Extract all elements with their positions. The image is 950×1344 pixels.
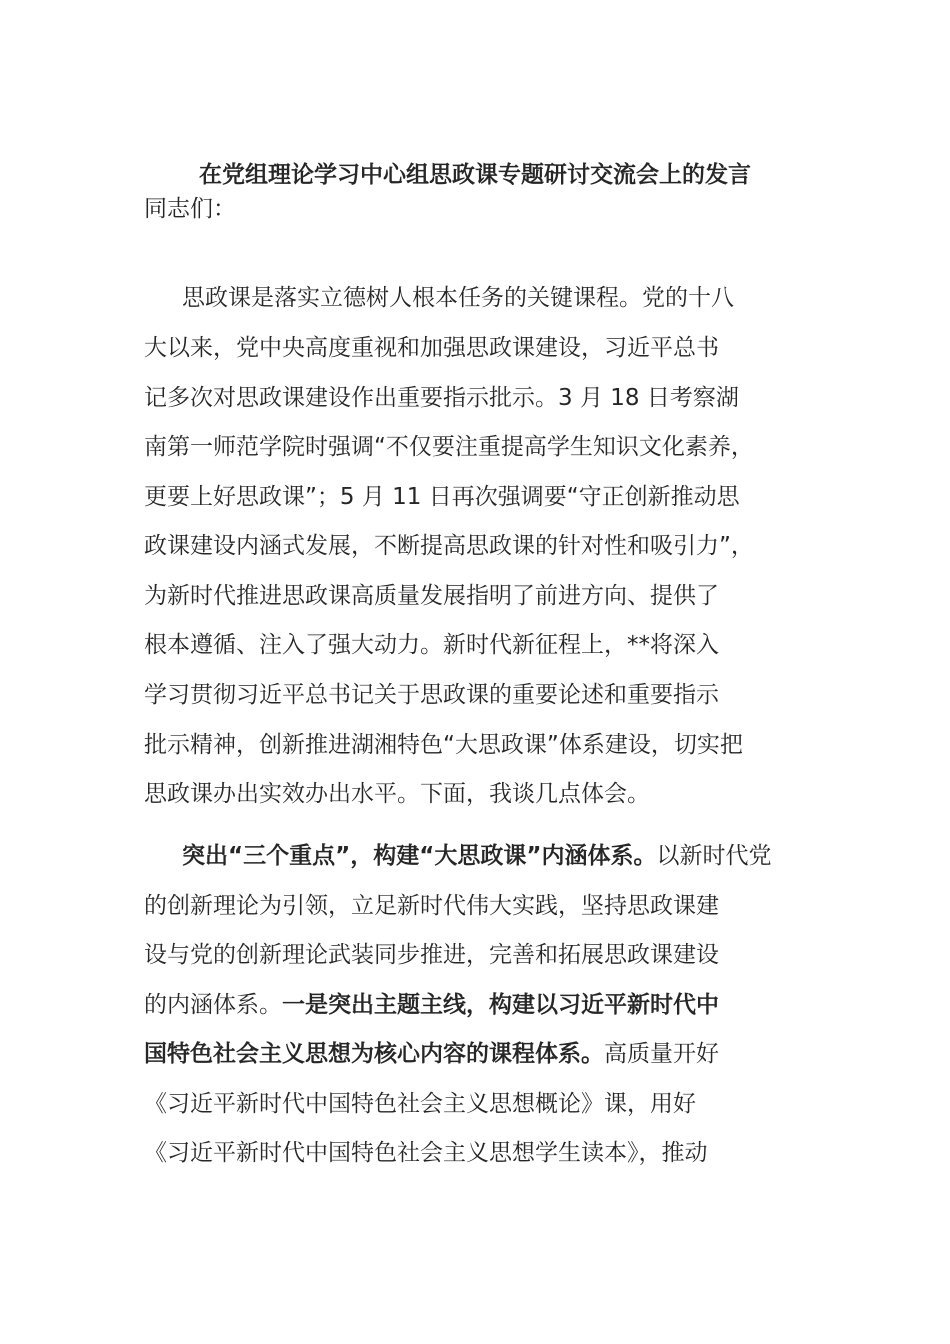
bold-point: 一是突出主题主线，构建以习近平新时代中 (282, 992, 719, 1018)
paragraph-line (182, 839, 771, 873)
paragraph-line: 《习近平新时代中国特色社会主义思想概论》课，用好 (144, 1091, 696, 1117)
paragraph-line: 政课建设内涵式发展，不断提高思政课的针对性和吸引力”， (144, 533, 754, 559)
body-text: 的内涵体系。 (144, 992, 282, 1018)
paragraph-line: 大以来，党中央高度重视和加强思政课建设，习近平总书 (144, 335, 719, 361)
paragraph-line: 的创新理论为引领，立足新时代伟大实践，坚持思政课建 (144, 893, 719, 919)
paragraph-line: 思政课办出实效办出水平。下面，我谈几点体会。 (144, 781, 650, 807)
paragraph-line: 根本遵循、注入了强大动力。新时代新征程上，**将深入 (144, 632, 719, 658)
paragraph-line: 为新时代推进思政课高质量发展指明了前进方向、提供了 (144, 583, 719, 609)
paragraph-line: 设与党的创新理论武装同步推进，完善和拓展思政课建设 (144, 942, 719, 968)
paragraph-line: 学习贯彻习近平总书记关于思政课的重要论述和重要指示 (144, 682, 719, 708)
paragraph-line: 《习近平新时代中国特色社会主义思想学生读本》，推动 (144, 1140, 708, 1166)
paragraph-line: 南第一师范学院时强调“不仅要注重提高学生知识文化素养， (144, 434, 754, 460)
body-text: 高质量开好 (604, 1041, 719, 1067)
bold-point: 国特色社会主义思想为核心内容的课程体系。 (144, 1041, 604, 1067)
paragraph-line (144, 1037, 719, 1071)
paragraph-line: 思政课是落实立德树人根本任务的关键课程。党的十八 (182, 285, 734, 311)
document-title: 在党组理论学习中心组思政课专题研讨交流会上的发言 (199, 162, 751, 188)
paragraph-line: 记多次对思政课建设作出重要指示批示。3 月 18 日考察湖 (144, 385, 739, 411)
body-text: 以新时代党 (656, 843, 772, 869)
bold-heading: 突出“三个重点”，构建“大思政课”内涵体系。 (182, 843, 657, 869)
paragraph-line (144, 988, 719, 1022)
paragraph-line: 批示精神，创新推进湖湘特色“大思政课”体系建设，切实把 (144, 732, 743, 758)
paragraph-line: 更要上好思政课”；5 月 11 日再次强调要“守正创新推动思 (144, 484, 740, 510)
salutation: 同志们： (144, 196, 236, 222)
